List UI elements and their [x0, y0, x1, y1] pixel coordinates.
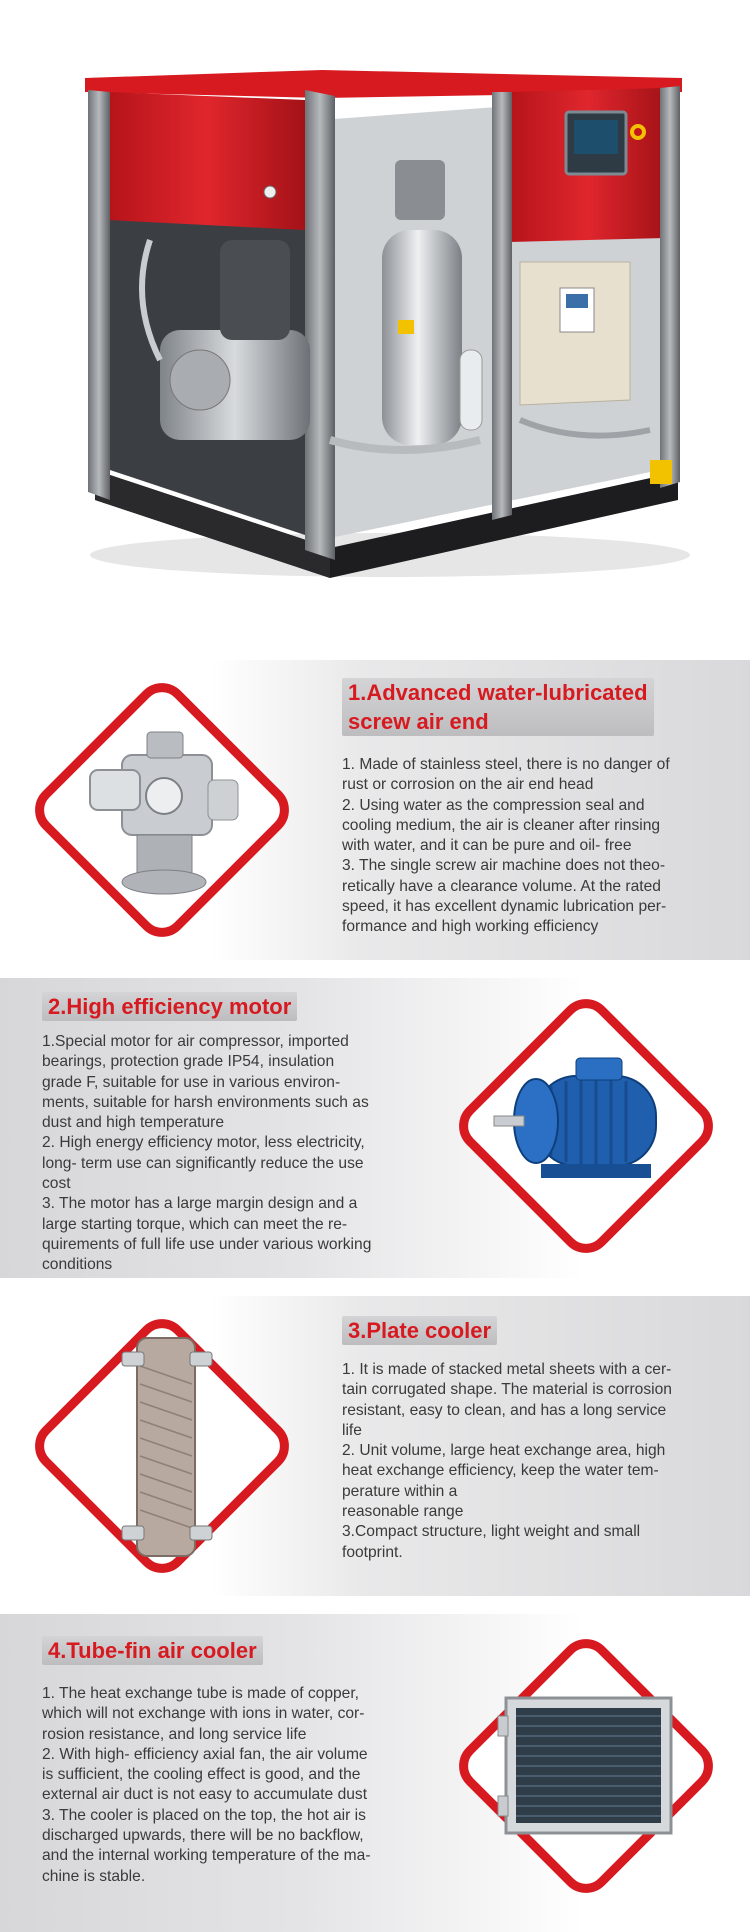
- air-compressor-image: [0, 0, 750, 640]
- feature-3-image-frame: [12, 1296, 312, 1596]
- feature-section-3: [0, 1296, 750, 1596]
- feature-2-description: 1.Special motor for air compressor, imported bearings, protection grade IP54, insulation grade F, suitable for use in various environ- ments, suitable for harsh environments such as dust and high temperature 2. High energy efficiency motor, less electricity, long- term use can significantly reduce the use cost 3. The motor has a large margin design and a large starting torque, which can meet the re- quirements of full life use under various working conditions: [42, 1033, 372, 1274]
- feature-section-2: [0, 978, 750, 1278]
- feature-1-image-frame: [12, 660, 312, 960]
- feature-1-title: 1.Advanced water-lubricated screw air end: [342, 678, 654, 736]
- feature-section-4: [0, 1614, 750, 1932]
- feature-2-image-frame: [436, 978, 736, 1276]
- plate-cooler-image: [12, 1296, 312, 1596]
- feature-4-description: 1. The heat exchange tube is made of copper, which will not exchange with ions in water, cor- rosion resistance, and long service life 2. With high- efficiency axial fan, the air volume is sufficient, the cooling effect is good, and the external air duct is not easy to accumulate dust 3. The cooler is placed on the top, the hot air is discharged upwards, there will be no backflow, and the internal working temperature of the ma- chine is stable.: [42, 1685, 371, 1885]
- motor-image: [436, 978, 736, 1276]
- feature-4-image-frame: [436, 1616, 736, 1916]
- feature-section-1: [0, 660, 750, 960]
- hero-product-section: [0, 0, 750, 640]
- feature-2-title: 2.High efficiency motor: [42, 992, 297, 1021]
- feature-4-title: 4.Tube-fin air cooler: [42, 1636, 263, 1665]
- feature-1-description: 1. Made of stainless steel, there is no danger of rust or corrosion on the air end head 2. Using water as the compression seal and cooling medium, the air is cleaner after rinsing with water, and it can be pure and oil- free 3. The single screw air machine does not theo- retically have a clearance volume. At the rated speed, it has excellent dynamic lubrication per- formance and high working efficiency: [342, 756, 670, 936]
- feature-3-title: 3.Plate cooler: [342, 1316, 497, 1345]
- screw-air-end-image: [12, 660, 312, 960]
- feature-3-description: 1. It is made of stacked metal sheets with a cer- tain corrugated shape. The material is corrosion resistant, easy to clean, and has a long service life 2. Unit volume, large heat exchange area, high heat exchange efficiency, keep the water tem- perature within a reasonable range 3.Compact structure, light weight and small footprint.: [342, 1361, 672, 1561]
- tube-fin-cooler-image: [436, 1616, 736, 1916]
